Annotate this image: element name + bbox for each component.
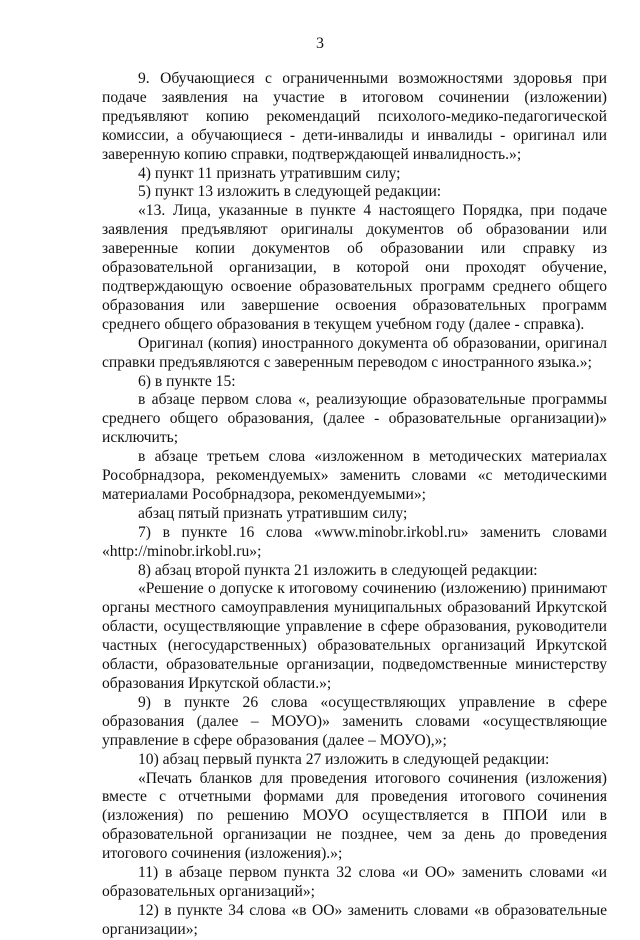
paragraph-amendment-11: 11) в абзаце первом пункта 32 слова «и ОО» заменить словами «и образовательных организаций»; bbox=[102, 864, 607, 900]
paragraph-amendment-7: 7) в пункте 16 слова «www.minobr.irkobl.ru» заменить словами «http://minobr.irkobl.ru»; bbox=[102, 523, 607, 560]
paragraph-admission-decision: «Решение о допуске к итоговому сочинению (изложению) принимают органы местного самоуправления муниципальных образований Иркутской области, осуществляющие управление в сфере образования, руководители частных (негосударственных) образовательных организаций Иркутской области, образовательные организации, подведомственные министерству образования Иркутской области.»; bbox=[102, 580, 607, 692]
paragraph-item-9: 9. Обучающиеся с ограниченными возможностями здоровья при подаче заявления на участие в итоговом сочинении (изложении) предъявляют копию рекомендаций психолого-медико-педагогической комиссии, а обучающиеся - дети-инвалиды и инвалиды - оригинал или заверенную копию справки, подтверждающей инвалидность.»; bbox=[102, 70, 607, 163]
paragraph-amendment-9: 9) в пункте 26 слова «осуществляющих управление в сфере образования (далее – МОУО)» заменить словами «осуществляющие управление в сфере образования (далее – МОУО),»; bbox=[102, 693, 607, 749]
page-number: 3 bbox=[316, 35, 324, 52]
paragraph-amendment-5: 5) пункт 13 изложить в следующей редакции: bbox=[138, 183, 442, 201]
paragraph-amendment-10: 10) абзац первый пункта 27 изложить в следующей редакции: bbox=[138, 750, 550, 768]
document-body bbox=[102, 70, 607, 940]
paragraph-form-printing: «Печать бланков для проведения итогового сочинения (изложения) вместе с отчетными формами для проведения итогового сочинения (изложения) по решению МОУО осуществляется в ППОИ или в образовательной организации не позднее, чем за день до проведения итогового сочинения (изложения).»; bbox=[102, 769, 607, 863]
paragraph-amendment-8: 8) абзац второй пункта 21 изложить в следующей редакции: bbox=[138, 561, 538, 579]
paragraph-amendment-6: 6) в пункте 15: bbox=[138, 372, 236, 390]
paragraph-foreign-document: Оригинал (копия) иностранного документа об образовании, оригинал справки предъявляются с заверенным переводом с иностранного языка.»; bbox=[102, 334, 607, 371]
paragraph-item-13: «13. Лица, указанные в пункте 4 настоящего Порядка, при подаче заявления предъявляют оригиналы документов об образовании или заверенные копии документов об образовании или справку из образовательной организации, в которой они проходят обучение, подтверждающую освоение образовательных программ среднего общего образования или завершение освоения образовательных программ среднего общего образования в текущем учебном году (далее - справка). bbox=[102, 202, 607, 333]
paragraph-amendment-6-fifth: абзац пятый признать утратившим силу; bbox=[138, 504, 408, 522]
paragraph-amendment-6-first: в абзаце первом слова «, реализующие образовательные программы среднего общего образования, (далее - образовательные организации)» исключить; bbox=[102, 391, 607, 447]
paragraph-amendment-12: 12) в пункте 34 слова «в ОО» заменить словами «в образовательные организации»; bbox=[102, 901, 607, 938]
paragraph-amendment-4: 4) пункт 11 признать утратившим силу; bbox=[138, 164, 401, 182]
paragraph-amendment-6-third: в абзаце третьем слова «изложенном в методических материалах Рособрнадзора, рекомендуемых» заменить словами «с методическими материалами Рособрнадзора, рекомендуемыми»; bbox=[102, 448, 607, 503]
